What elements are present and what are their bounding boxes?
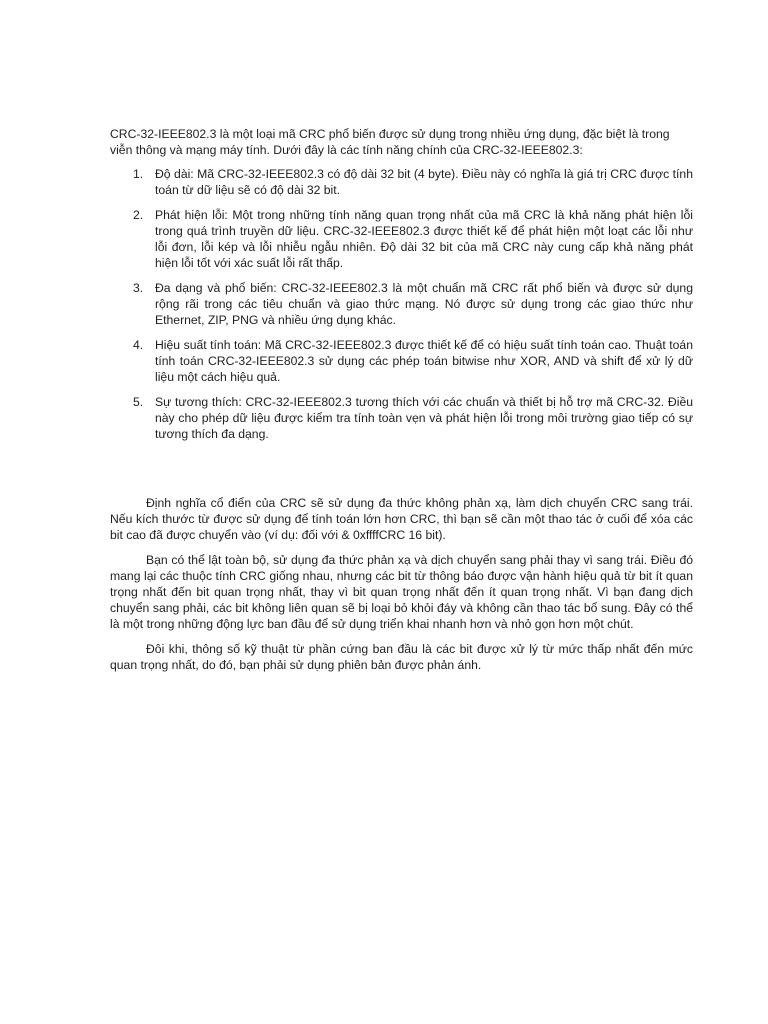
feature-text: Sự tương thích: CRC-32-IEEE802.3 tương thích với các chuẩn và thiết bị hỗ trợ mã CRC-32. Điều này cho phép dữ liệu được kiểm tra tính toàn vẹn và phát hiện lỗi trong môi trường giao tiếp có sự tương thích đa dạng. [155,395,693,441]
feature-text: Độ dài: Mã CRC-32-IEEE802.3 có độ dài 32 bit (4 byte). Điều này có nghĩa là giá trị CRC được tính toán từ dữ liệu sẽ có độ dài 32 bit. [155,167,693,197]
list-number: 4. [133,338,144,352]
feature-text: Đa dạng và phổ biến: CRC-32-IEEE802.3 là một chuẩn mã CRC rất phổ biến và được sử dụng rộng rãi trong các tiêu chuẩn và giao thức mạng. Nó được sử dụng trong các giao thức như Ethernet, ZIP, PNG và nhiều ứng dụng khác. [155,281,693,327]
list-number: 5. [133,395,144,409]
paragraph-classic-definition: Định nghĩa cổ điển của CRC sẽ sử dụng đa thức không phản xạ, làm dịch chuyển CRC sang trái. Nếu kích thước từ được sử dụng để tính toán lớn hơn CRC, thì bạn sẽ cần một thao tác ở cuối để xóa các bit cao đã được chuyển vào (ví dụ: đối với & 0xffffCRC 16 bit). [110,496,693,542]
list-number: 2. [133,208,144,222]
feature-item-length [110,166,693,198]
paragraph-hardware-spec: Đôi khi, thông số kỹ thuật từ phần cứng ban đầu là các bit được xử lý từ mức thấp nhất đến mức quan trọng nhất, do đó, bạn phải sử dụng phiên bản được phản ánh. [110,642,693,672]
section-gap [110,451,693,495]
feature-item-compatibility [110,394,693,442]
intro-paragraph: CRC-32-IEEE802.3 là một loại mã CRC phổ biến được sử dụng trong nhiều ứng dụng, đặc biệt là trong viễn thông và mạng máy tính. Dưới đây là các tính năng chính của CRC-32-IEEE802.3: [110,127,670,157]
list-number: 3. [133,281,144,295]
features-list [110,166,693,442]
feature-item-error-detection [110,207,693,271]
feature-item-performance [110,337,693,385]
feature-item-popularity [110,280,693,328]
paragraph-reflected: Bạn có thể lật toàn bộ, sử dụng đa thức phản xạ và dịch chuyển sang phải thay vì sang trái. Điều đó mang lại các thuộc tính CRC giống nhau, nhưng các bit từ thông báo được vận hành hiệu quả từ bit ít quan trọng nhất đến bit quan trọng nhất, thay vì bit quan trọng nhất đến ít quan trọng nhất. Vì bạn đang dịch chuyển sang phải, các bit không liên quan sẽ bị loại bỏ khỏi đáy và không cần thao tác bổ sung. Đây có thể là một trong những động lực ban đầu để sử dụng triển khai nhanh hơn và nhỏ gọn hơn một chút. [110,553,693,631]
feature-text: Phát hiện lỗi: Một trong những tính năng quan trọng nhất của mã CRC là khả năng phát hiện lỗi trong quá trình truyền dữ liệu. CRC-32-IEEE802.3 được thiết kế để phát hiện một loạt các lỗi như lỗi đơn, lỗi kép và lỗi nhiễu ngẫu nhiên. Độ dài 32 bit của mã CRC này cung cấp khả năng phát hiện lỗi tốt với xác suất lỗi rất thấp. [155,208,693,270]
document-page [110,126,693,682]
feature-text: Hiệu suất tính toán: Mã CRC-32-IEEE802.3 được thiết kế để có hiệu suất tính toán cao. Thuật toán tính toán CRC-32-IEEE802.3 sử dụng các phép toán bitwise như XOR, AND và shift để xử lý dữ liệu một cách hiệu quả. [155,338,693,384]
list-number: 1. [133,167,144,181]
